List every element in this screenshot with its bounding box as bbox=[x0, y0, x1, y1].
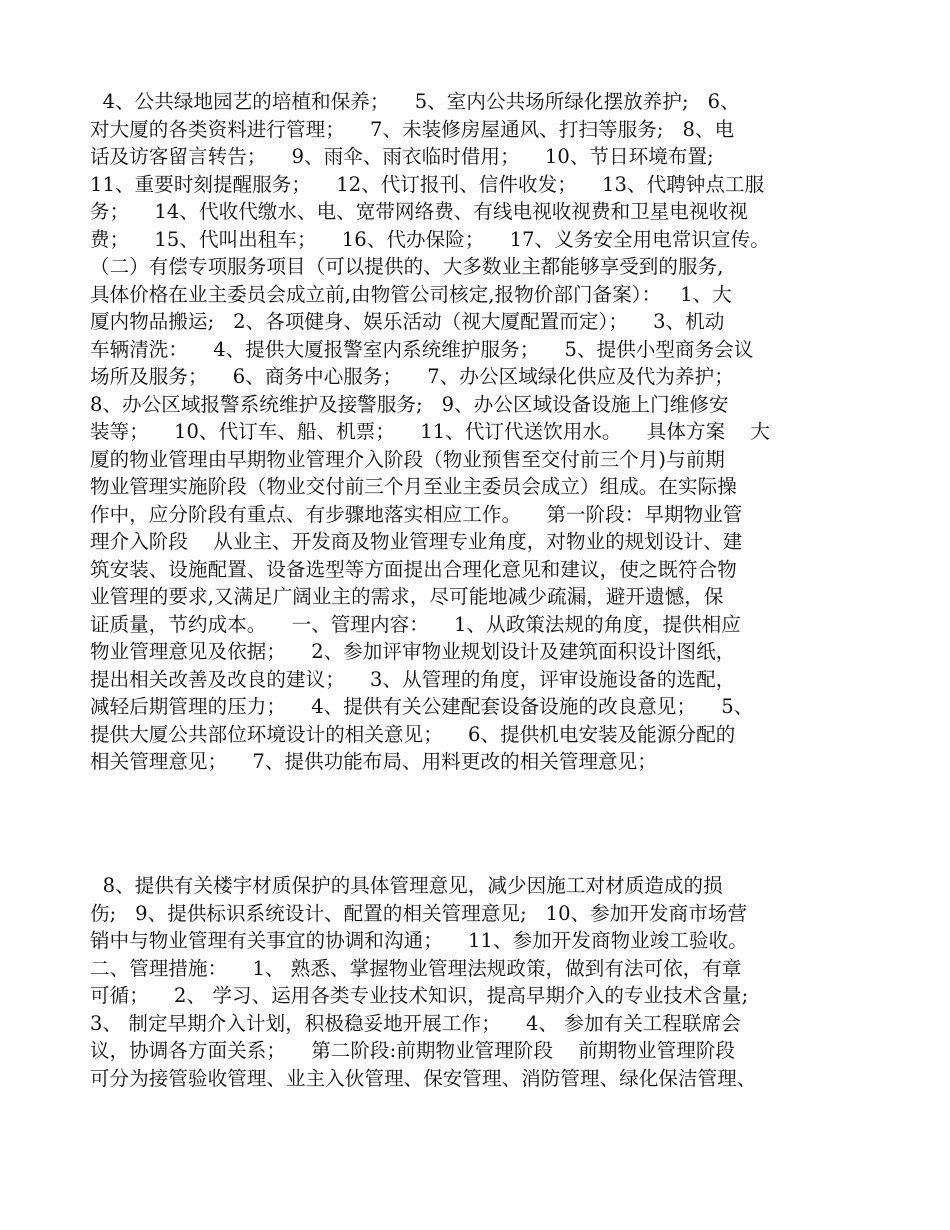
text-line: 4、公共绿地园艺的培植和保养； 5、室内公共场所绿化摆放养护; 6、 bbox=[90, 90, 740, 113]
text-line: 具体价格在业主委员会成立前,由物管公司核定,报物价部门备案）： 1、大 bbox=[90, 282, 732, 306]
text-line: 对大厦的各类资料进行管理； 7、未装修房屋通风、打扫等服务; 8、电 bbox=[90, 117, 735, 141]
text-line: 装等； 10、代订车、船、机票； 11、代订代送饮用水。 具体方案 大 bbox=[90, 420, 771, 443]
text-line: 话及访客留言转告； 9、雨伞、雨衣临时借用； 10、节日环境布置; bbox=[90, 145, 714, 168]
text-line: 8、提供有关楼宇材质保护的具体管理意见，减少因施工对材质造成的损 bbox=[90, 874, 723, 897]
text-line: 销中与物业管理有关事宜的协调和沟通； 11、参加开发商物业竣工验收。 bbox=[90, 929, 748, 952]
text-line: 业管理的要求,又满足广阔业主的需求，尽可能地减少疏漏，避开遗憾，保 bbox=[90, 585, 724, 608]
text-line: 提供大厦公共部位环境设计的相关意见； 6、提供机电安装及能源分配的 bbox=[90, 722, 736, 746]
text-line: 相关管理意见； 7、提供功能布局、用料更改的相关管理意见； bbox=[90, 750, 657, 773]
text-line: （二）有偿专项服务项目（可以提供的、大多数业主都能够享受到的服务, bbox=[90, 255, 724, 278]
text-line: 减轻后期管理的压力； 4、提供有关公建配套设备设施的改良意见； 5、 bbox=[90, 695, 754, 718]
text-line: 议，协调各方面关系； 第二阶段:前期物业管理阶段 前期物业管理阶段 bbox=[90, 1039, 736, 1062]
text-line: 务； 14、代收代缴水、电、宽带网络费、有线电视收视费和卫星电视收视 bbox=[90, 200, 748, 223]
text-line: 厦的物业管理由早期物业管理介入阶段（物业预售至交付前三个月)与前期 bbox=[90, 447, 725, 471]
text-line: 提出相关改善及改良的建议； 3、从管理的角度，评审设施设备的选配， bbox=[90, 667, 736, 691]
text-line: 筑安装、设施配置、设备选型等方面提出合理化意见和建议，使之既符合物 bbox=[90, 557, 737, 581]
paragraph-services-and-early-intervention bbox=[90, 88, 880, 776]
text-line: 11、重要时刻提醒服务； 12、代订报刊、信件收发； 13、代聘钟点工服 bbox=[90, 172, 765, 196]
text-line: 3、 制定早期介入计划，积极稳妥地开展工作； 4、 参加有关工程联席会 bbox=[90, 1011, 741, 1035]
text-line: 车辆清洗： 4、提供大厦报警室内系统维护服务； 5、提供小型商务会议 bbox=[90, 337, 754, 361]
text-line: 可分为接管验收管理、业主入伙管理、保安管理、消防管理、绿化保洁管理、 bbox=[90, 1066, 757, 1090]
text-line: 物业管理意见及依据； 2、参加评审物业规划设计及建筑面积设计图纸， bbox=[90, 640, 736, 663]
text-line: 理介入阶段 从业主、开发商及物业管理专业角度，对物业的规划设计、建 bbox=[90, 530, 743, 553]
text-line: 证质量，节约成本。 一、管理内容： 1、从政策法规的角度，提供相应 bbox=[90, 612, 741, 636]
text-line: 厦内物品搬运; 2、各项健身、娱乐活动（视大厦配置而定）； 3、机动 bbox=[90, 310, 725, 333]
text-line: 伤; 9、提供标识系统设计、配置的相关管理意见; 10、参加开发商市场营 bbox=[90, 901, 748, 925]
text-line: 8、办公区域报警系统维护及接警服务; 9、办公区域设备设施上门维修安 bbox=[90, 392, 729, 416]
text-line: 二、管理措施： 1、 熟悉、掌握物业管理法规政策，做到有法可依，有章 bbox=[90, 956, 742, 980]
text-line: 可循； 2、 学习、运用各类专业技术知识，提高早期介入的专业技术含量; bbox=[90, 984, 749, 1007]
text-line: 物业管理实施阶段（物业交付前三个月至业主委员会成立）组成。在实际操 bbox=[90, 475, 737, 498]
paragraph-management-measures bbox=[90, 872, 880, 1092]
text-line: 作中，应分阶段有重点、有步骤地落实相应工作。 第一阶段：早期物业管 bbox=[90, 502, 743, 526]
text-line: 场所及服务； 6、商务中心服务； 7、办公区域绿化供应及代为养护； bbox=[90, 365, 734, 388]
text-line: 费； 15、代叫出租车； 16、代办保险； 17、义务安全用电常识宣传。 bbox=[90, 227, 770, 251]
